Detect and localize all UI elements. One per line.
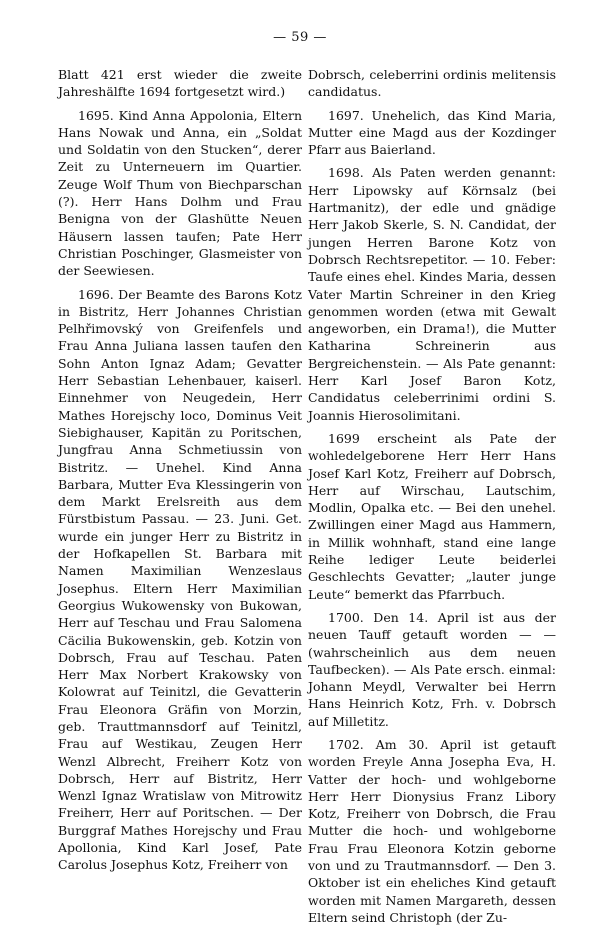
paragraph-1696: 1696. Der Beamte des Barons Kotz in Bistritz, Herr Johannes Christian Pelhřimovský von Greifenfels und Frau Anna Juliana lassen taufen den Sohn Anton Ignaz Adam; Gevatter Herr Sebastian Lehenbauer, kaiserl. Einnehmer von Neugedein, Herr Mathes Horejschy loco, Dominus Veit Siebighauser, Kapitän zu Poritschen, Jungfrau Anna Schmetiussin von Bistritz. — Unehel. Kind Anna Barbara, Mutter Eva Klessingerin von dem Markt Erelsreith aus dem Fürstbistum Passau. — 23. Juni. Get. wurde ein junger Herr zu Bistritz in der Hofkapellen St. Barbara mit Namen Maximilian Wenzeslaus Josephus. Eltern Herr Maximilian Georgius Wukowensky von Bukowan, Herr auf Teschau und Frau Salomena Cäcilia Bukowenskin, geb. Kotzin von Dobrsch, Frau auf Teschau. Paten Herr Max Norbert Krakowsky von Kolowrat auf Teinitzl, die Gevatterin Frau Eleonora Gräfin von Morzin, geb. Trauttmannsdorf auf Teinitzl, Frau auf Westikau, Zeugen Herr Wenzl Albrecht, Freiherr Kotz von Dobrsch, Herr auf Bistritz, Herr Wenzl Ignaz Wratislaw von Mitrowitz Freiherr, Herr auf Poritschen. — Der Burggraf Mathes Horejschy und Frau Apollonia, Kind Karl Josef, Pate Carolus Josephus Kotz, Freiherr von xyxy=(58,286,302,873)
left-column xyxy=(58,66,302,880)
page-number: — 59 — xyxy=(273,30,327,45)
paragraph-1697: 1697. Unehelich, das Kind Maria, Mutter eine Magd aus der Kozdinger Pfarr aus Baierland. xyxy=(308,107,556,158)
paragraph-1700: 1700. Den 14. April ist aus der neuen Tauff getauft worden — — (wahrscheinlich aus dem neuen Taufbecken). — Als Pate ersch. einmal: Johann Meydl, Verwalter bei Herrn Hans Heinrich Kotz, Frh. v. Dobrsch auf Milletitz. xyxy=(308,609,556,729)
paragraph-1702: 1702. Am 30. April ist getauft worden Freyle Anna Josepha Eva, H. Vatter der hoch- und wohlgeborne Herr Herr Dionysius Franz Libory Kotz, Freiherr von Dobrsch, die Frau Mutter die hoch- und wohlgeborne Frau Frau Eleonora Kotzin geborne von und zu Trautmannsdorf. — Den 3. Oktober ist ein eheliches Kind getauft worden mit Namen Margareth, dessen Eltern seind Christoph (der Zu- xyxy=(308,736,556,925)
paragraph-1698: 1698. Als Paten werden genannt: Herr Lipowsky auf Körnsalz (bei Hartmanitz), der edle und gnädige Herr Jakob Skerle, S. N. Candidat, der jungen Herren Barone Kotz von Dobrsch Rechtsrepetitor. — 10. Feber: Taufe eines ehel. Kindes Maria, dessen Vater Martin Schreiner in den Krieg genommen worden (etwa mit Gewalt angeworben, ein Drama!), die Mutter Katharina Schreinerin aus Bergreichenstein. — Als Pate genannt: Herr Karl Josef Baron Kotz, Candidatus celeberrinimi ordini S. Joannis Hierosolimitani. xyxy=(308,165,556,423)
paragraph-continuation: Dobrsch, celeberrini ordinis melitensis candidatus. xyxy=(308,67,556,100)
paragraph-1695: 1695. Kind Anna Appolonia, Eltern Hans Nowak und Anna, ein „Soldat und Soldatin von den Stucken“, derer Zeit zu Unterneuern im Quartier. Zeuge Wolf Thum von Biechparschan (?). Herr Hans Dolhm und Frau Benigna von der Glashütte Neuen Häusern lassen taufen; Pate Herr Christian Poschinger, Glasmeister von der Seewiesen. xyxy=(58,107,302,279)
right-column xyxy=(308,66,556,932)
paragraph-1699: 1699 erscheint als Pate der wohledelgeborene Herr Herr Hans Josef Karl Kotz, Freiherr auf Dobrsch, Herr auf Wirschau, Lautschim, Modlin, Opalka etc. — Bei den unehel. Zwillingen einer Magd aus Hammern, in Millik wohnhaft, stand eine lange Reihe lediger Leute beiderlei Geschlechts Gevatter; „lauter junge Leute“ bemerkt das Pfarrbuch. xyxy=(308,430,556,602)
paragraph-intro: Blatt 421 erst wieder die zweite Jahreshälfte 1694 fortgesetzt wird.) xyxy=(58,67,302,100)
